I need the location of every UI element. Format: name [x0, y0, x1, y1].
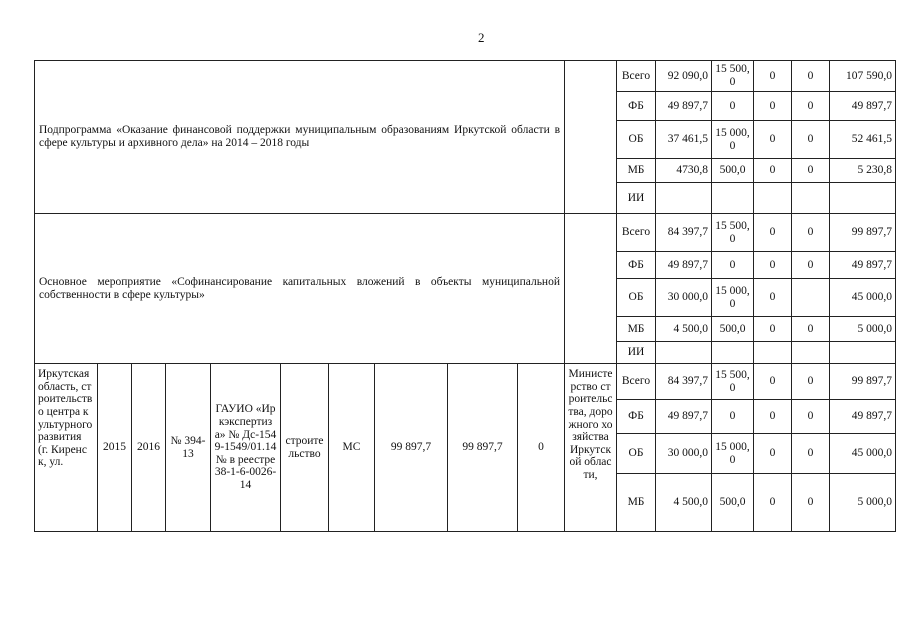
fund-label: МБ: [617, 474, 656, 532]
fund-label: ФБ: [617, 92, 656, 121]
value-cell: 30 000,0: [656, 279, 712, 317]
value-cell: 0: [712, 92, 754, 121]
total-cell: 107 590,0: [830, 61, 896, 92]
total-cell: 5 230,8: [830, 159, 896, 183]
total-cell: 49 897,7: [830, 400, 896, 434]
value-cell: [792, 279, 830, 317]
page-number: 2: [478, 30, 485, 45]
total-cell: 99 897,7: [830, 364, 896, 400]
value-cell: 0: [712, 400, 754, 434]
object-number: № 394-13: [166, 364, 211, 532]
year-start: 2015: [98, 364, 132, 532]
cost-3: 0: [518, 364, 565, 532]
year-end: 2016: [132, 364, 166, 532]
value-cell: 49 897,7: [656, 92, 712, 121]
fund-label: ФБ: [617, 252, 656, 279]
value-cell: [656, 342, 712, 364]
fund-label: ОБ: [617, 121, 656, 159]
value-cell: [656, 183, 712, 214]
value-cell: 15 500,0: [712, 214, 754, 252]
value-cell: 0: [792, 317, 830, 342]
value-cell: 4 500,0: [656, 317, 712, 342]
total-cell: 45 000,0: [830, 434, 896, 474]
value-cell: [712, 342, 754, 364]
total-cell: 49 897,7: [830, 252, 896, 279]
fund-label: МБ: [617, 159, 656, 183]
value-cell: 0: [792, 92, 830, 121]
value-cell: 0: [754, 279, 792, 317]
value-cell: 49 897,7: [656, 252, 712, 279]
value-cell: 0: [712, 252, 754, 279]
value-cell: 0: [754, 252, 792, 279]
value-cell: [754, 183, 792, 214]
value-cell: 0: [792, 61, 830, 92]
total-cell: 5 000,0: [830, 317, 896, 342]
value-cell: 0: [754, 92, 792, 121]
value-cell: 0: [792, 159, 830, 183]
fund-label: МБ: [617, 317, 656, 342]
fund-label: ОБ: [617, 434, 656, 474]
total-cell: 5 000,0: [830, 474, 896, 532]
responsible-org: Министерство строительства, дорожного хозяйства Иркутской области,: [565, 364, 617, 532]
value-cell: 0: [792, 474, 830, 532]
expertise-info: ГАУИО «Иркэкспертиза» № Дс-1549-1549/01.14 № в реестре 38-1-6-0026-14: [211, 364, 281, 532]
value-cell: [754, 342, 792, 364]
value-cell: 30 000,0: [656, 434, 712, 474]
value-cell: [712, 183, 754, 214]
activity-title: Основное мероприятие «Софинансирование капитальных вложений в объекты муниципальной собственности в сфере культуры»: [35, 214, 565, 364]
fund-label: ОБ: [617, 279, 656, 317]
value-cell: 92 090,0: [656, 61, 712, 92]
value-cell: 15 000,0: [712, 434, 754, 474]
object-name: Иркутская область, строительство центра культурного развития (г. Киренск, ул.: [35, 364, 98, 532]
table-row: [35, 61, 896, 92]
work-type: строительство: [281, 364, 329, 532]
fund-label: Всего: [617, 214, 656, 252]
total-cell: 52 461,5: [830, 121, 896, 159]
cost-2: 99 897,7: [448, 364, 518, 532]
value-cell: 0: [754, 364, 792, 400]
value-cell: 4730,8: [656, 159, 712, 183]
total-cell: [830, 342, 896, 364]
value-cell: 37 461,5: [656, 121, 712, 159]
value-cell: [792, 183, 830, 214]
fund-label: Всего: [617, 61, 656, 92]
value-cell: 0: [754, 317, 792, 342]
value-cell: 0: [792, 121, 830, 159]
value-cell: 0: [754, 61, 792, 92]
value-cell: 49 897,7: [656, 400, 712, 434]
value-cell: 84 397,7: [656, 364, 712, 400]
value-cell: [792, 342, 830, 364]
total-cell: 99 897,7: [830, 214, 896, 252]
responsible-cell: [565, 61, 617, 214]
fund-label: ИИ: [617, 342, 656, 364]
total-cell: [830, 183, 896, 214]
total-cell: 49 897,7: [830, 92, 896, 121]
value-cell: 0: [754, 121, 792, 159]
value-cell: 0: [792, 252, 830, 279]
fund-label: ФБ: [617, 400, 656, 434]
value-cell: 84 397,7: [656, 214, 712, 252]
fund-label: ИИ: [617, 183, 656, 214]
ownership: МС: [329, 364, 375, 532]
value-cell: 0: [792, 434, 830, 474]
value-cell: 4 500,0: [656, 474, 712, 532]
budget-table: [34, 60, 896, 532]
cost-1: 99 897,7: [375, 364, 448, 532]
value-cell: 15 000,0: [712, 279, 754, 317]
table-row: [35, 364, 896, 400]
total-cell: 45 000,0: [830, 279, 896, 317]
value-cell: 500,0: [712, 474, 754, 532]
responsible-cell: [565, 214, 617, 364]
value-cell: 15 000,0: [712, 121, 754, 159]
value-cell: 500,0: [712, 159, 754, 183]
table-row: [35, 214, 896, 252]
value-cell: 15 500,0: [712, 61, 754, 92]
value-cell: 0: [754, 159, 792, 183]
value-cell: 0: [754, 474, 792, 532]
value-cell: 0: [754, 400, 792, 434]
value-cell: 0: [792, 214, 830, 252]
value-cell: 0: [792, 364, 830, 400]
value-cell: 0: [792, 400, 830, 434]
fund-label: Всего: [617, 364, 656, 400]
value-cell: 0: [754, 214, 792, 252]
value-cell: 15 500,0: [712, 364, 754, 400]
subprogram-title: Подпрограмма «Оказание финансовой поддержки муниципальным образованиям Иркутской области в сфере культуры и архивного дела» на 2014 – 2018 годы: [35, 61, 565, 214]
value-cell: 500,0: [712, 317, 754, 342]
value-cell: 0: [754, 434, 792, 474]
